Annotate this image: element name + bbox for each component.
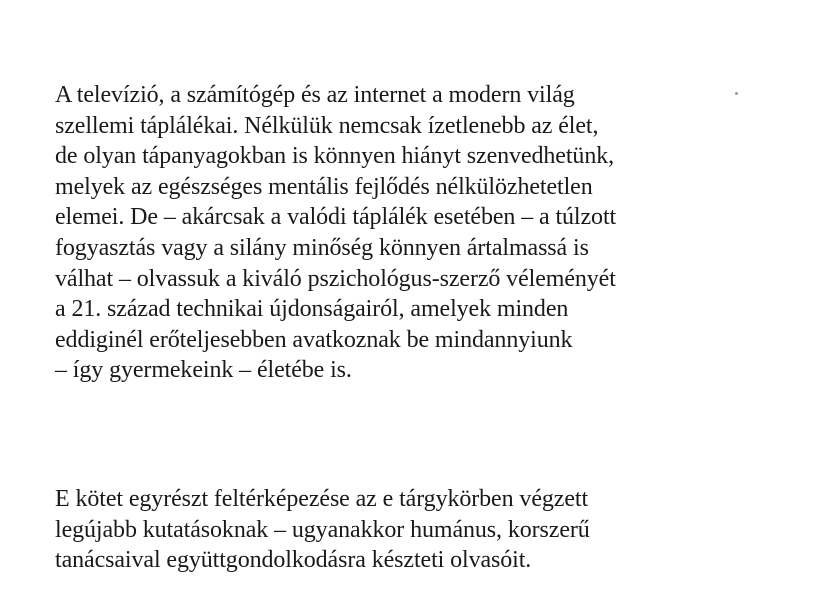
text-line: de olyan tápanyagokban is könnyen hiányt szenvedhetünk, bbox=[55, 143, 615, 170]
text-line: – így gyermekeink – életébe is. bbox=[55, 357, 352, 384]
text-line: elemei. De – akárcsak a valódi táplálék esetében – a túlzott bbox=[55, 204, 617, 231]
scan-speck bbox=[735, 92, 738, 95]
text-line: melyek az egészséges mentális fejlődés nélkülözhetetlen bbox=[55, 173, 593, 200]
text-line: válhat – olvassuk a kiváló pszichológus-szerző véleményét bbox=[55, 265, 616, 292]
text-line: szellemi táplálékai. Nélkülük nemcsak ízetlenebb az élet, bbox=[55, 112, 599, 139]
text-line: A televízió, a számítógép és az internet a modern világ bbox=[55, 82, 575, 108]
text-line: eddiginél erőteljesebben avatkoznak be mindannyiunk bbox=[55, 326, 573, 353]
text-line: a 21. század technikai újdonságairól, amelyek minden bbox=[55, 296, 569, 323]
paragraph-intro bbox=[55, 80, 795, 386]
text-line: fogyasztás vagy a silány minőség könnyen ártalmassá is bbox=[55, 234, 589, 261]
text-line: legújabb kutatásoknak – ugyanakkor humánus, korszerű bbox=[55, 516, 590, 543]
text-line: E kötet egyrészt feltérképezése az e tárgykörben végzett bbox=[55, 486, 589, 512]
paragraph-summary bbox=[55, 484, 795, 576]
text-line: tanácsaival együttgondolkodásra készteti olvasóit. bbox=[55, 547, 532, 574]
